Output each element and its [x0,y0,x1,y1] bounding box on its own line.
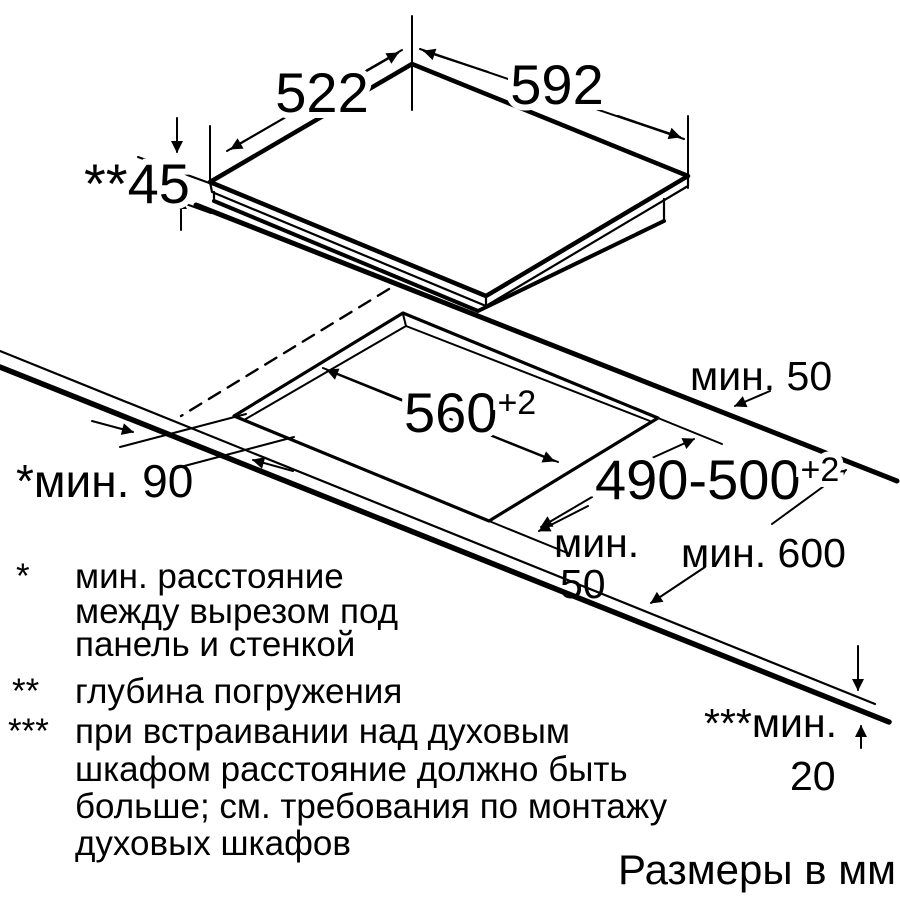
footnote-3-line2: шкафом расстояние должно быть [75,750,628,789]
dim-90-arrow-right [92,421,133,432]
footnote-3-line1: при встраивании над духовым [75,712,570,751]
worktop-depth-label: мин. 600 [681,530,846,576]
footnote-1-line1: мин. расстояние [75,557,344,596]
footnote-marker-2: ** [12,672,40,711]
units-note: Размеры в мм [618,846,896,893]
hob-width-label: 592 [510,53,604,116]
hob-depth-label: 522 [275,61,369,124]
dim-592-arrow-left [424,51,488,72]
footnote-1-line2: между вырезом под [75,592,399,631]
footnote-marker-3: *** [8,712,49,751]
footnote-3-line3: больше; см. требования по монтажу [75,787,668,826]
front-clearance-label-line2: 50 [560,561,606,607]
bottom-gap-label-line2: 20 [790,753,836,799]
side-wall-clearance-label: *мин. 90 [16,455,194,507]
footnote-2-line1: глубина погружения [75,672,403,711]
front-clearance-label-line1: мин. [554,520,640,566]
footnote-1-line3: панель и стенкой [75,625,356,664]
hob-height-label: **45 [84,152,190,215]
dim-592-arrow-right [618,116,680,137]
footnote-marker-1: * [16,557,30,596]
cutout-width-label: $560^{+2}$ [404,381,537,444]
back-clearance-label: мин. 50 [690,353,833,399]
footnote-3-line4: духовых шкафов [75,824,351,863]
cutout-depth-label: $490-500^{+2}$ [595,448,840,511]
bottom-gap-label-line1: ***мин. [704,700,837,746]
